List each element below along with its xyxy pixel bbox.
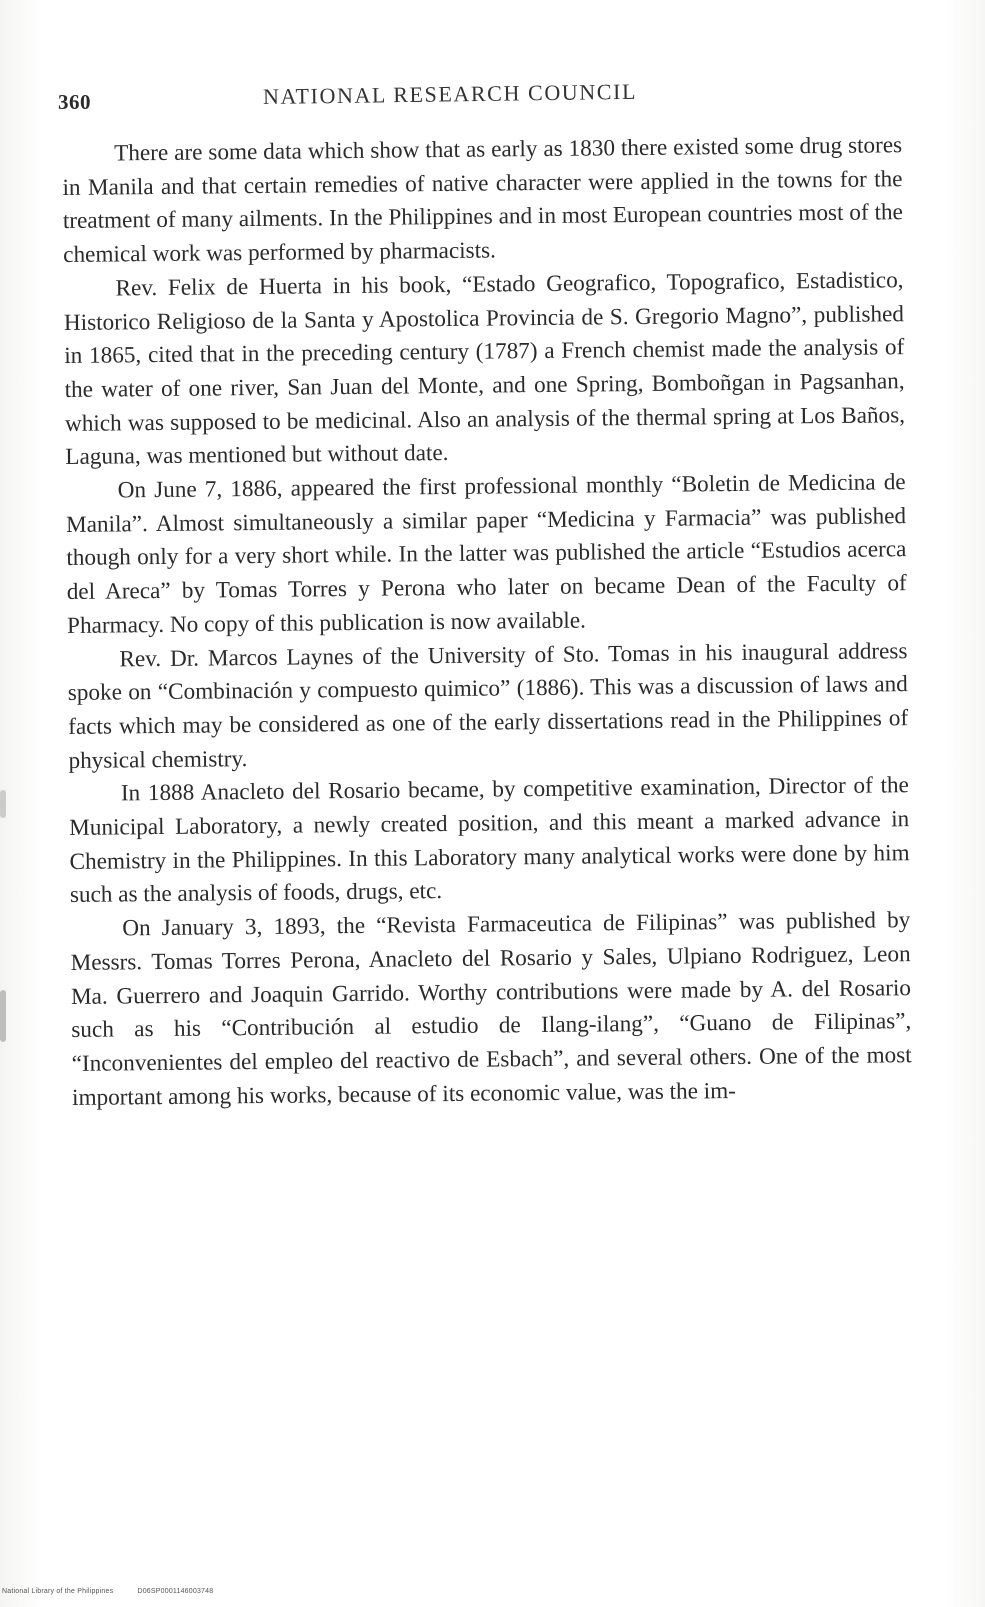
paragraph: On June 7, 1886, appeared the first professional monthly “Boletin de Medicina de Manila”. Almost simultaneously a similar paper “Medicina y Farmacia” was published though only for a very short while. In the latter was published the article “Estudios acerca del Areca” by Tomas Torres y Perona who later on became Dean of the Faculty of Pharmacy. No copy of this publication is now available. xyxy=(65,469,907,639)
binding-shadow-mark xyxy=(0,990,6,1042)
scan-identifier: D06SP0001146003748 xyxy=(137,1588,214,1595)
binding-shadow-mark xyxy=(0,790,6,818)
page-number: 360 xyxy=(58,90,91,114)
page-header xyxy=(58,78,898,118)
paragraph: There are some data which show that as early as 1830 there existed some drug stores in Manila and that certain remedies of native character were applied in the towns for the treatment of many ailments. In the Philippines and in most European countries most of the chemical work was performed by pharmacists. xyxy=(62,132,903,269)
paragraph: In 1888 Anacleto del Rosario became, by competitive examination, Director of the Municipal Laboratory, a newly created position, and this meant a marked advance in Chemistry in the Philippines. In this Laboratory many analytical works were done by him such as the analysis of foods, drugs, etc. xyxy=(69,772,910,909)
paragraph: Rev. Dr. Marcos Laynes of the University of Sto. Tomas in his inaugural address spoke on “Combinación y compuesto quimico” (1886). This was a discussion of laws and facts which may be considered as one of the early dissertations read in the Philippines of physical chemistry. xyxy=(67,637,909,774)
paragraph: Rev. Felix de Huerta in his book, “Estado Geografico, Topografico, Estadistico, Historico Religioso de la Santa y Apostolica Provincia de S. Gregorio Magno”, published in 1865, cited that in the preceding century (1787) a French chemist made the analysis of the water of one river, San Juan del Monte, and one Spring, Bomboñgan in Pagsanhan, which was supposed to be medicinal. Also an analysis of the thermal spring at Los Baños, Laguna, was mentioned but without date. xyxy=(63,267,906,471)
paragraph: On January 3, 1893, the “Revista Farmaceutica de Filipinas” was published by Messrs. Tomas Torres Perona, Anacleto del Rosario y Sales, Ulpiano Rodriguez, Leon Ma. Guerrero and Joaquin Garrido. Worthy contributions were made by A. del Rosario such as his “Contribución al estudio de Ilang-ilang”, “Guano de Filipinas”, “Inconvenientes del empleo del reactivo de Esbach”, and several others. One of the most important among his works, because of its economic value, was the im- xyxy=(70,907,912,1111)
scan-footer xyxy=(2,1588,235,1595)
running-head: NATIONAL RESEARCH COUNCIL xyxy=(262,78,638,109)
body-text xyxy=(62,129,912,1115)
library-credit: National Library of the Philippines xyxy=(2,1588,114,1595)
